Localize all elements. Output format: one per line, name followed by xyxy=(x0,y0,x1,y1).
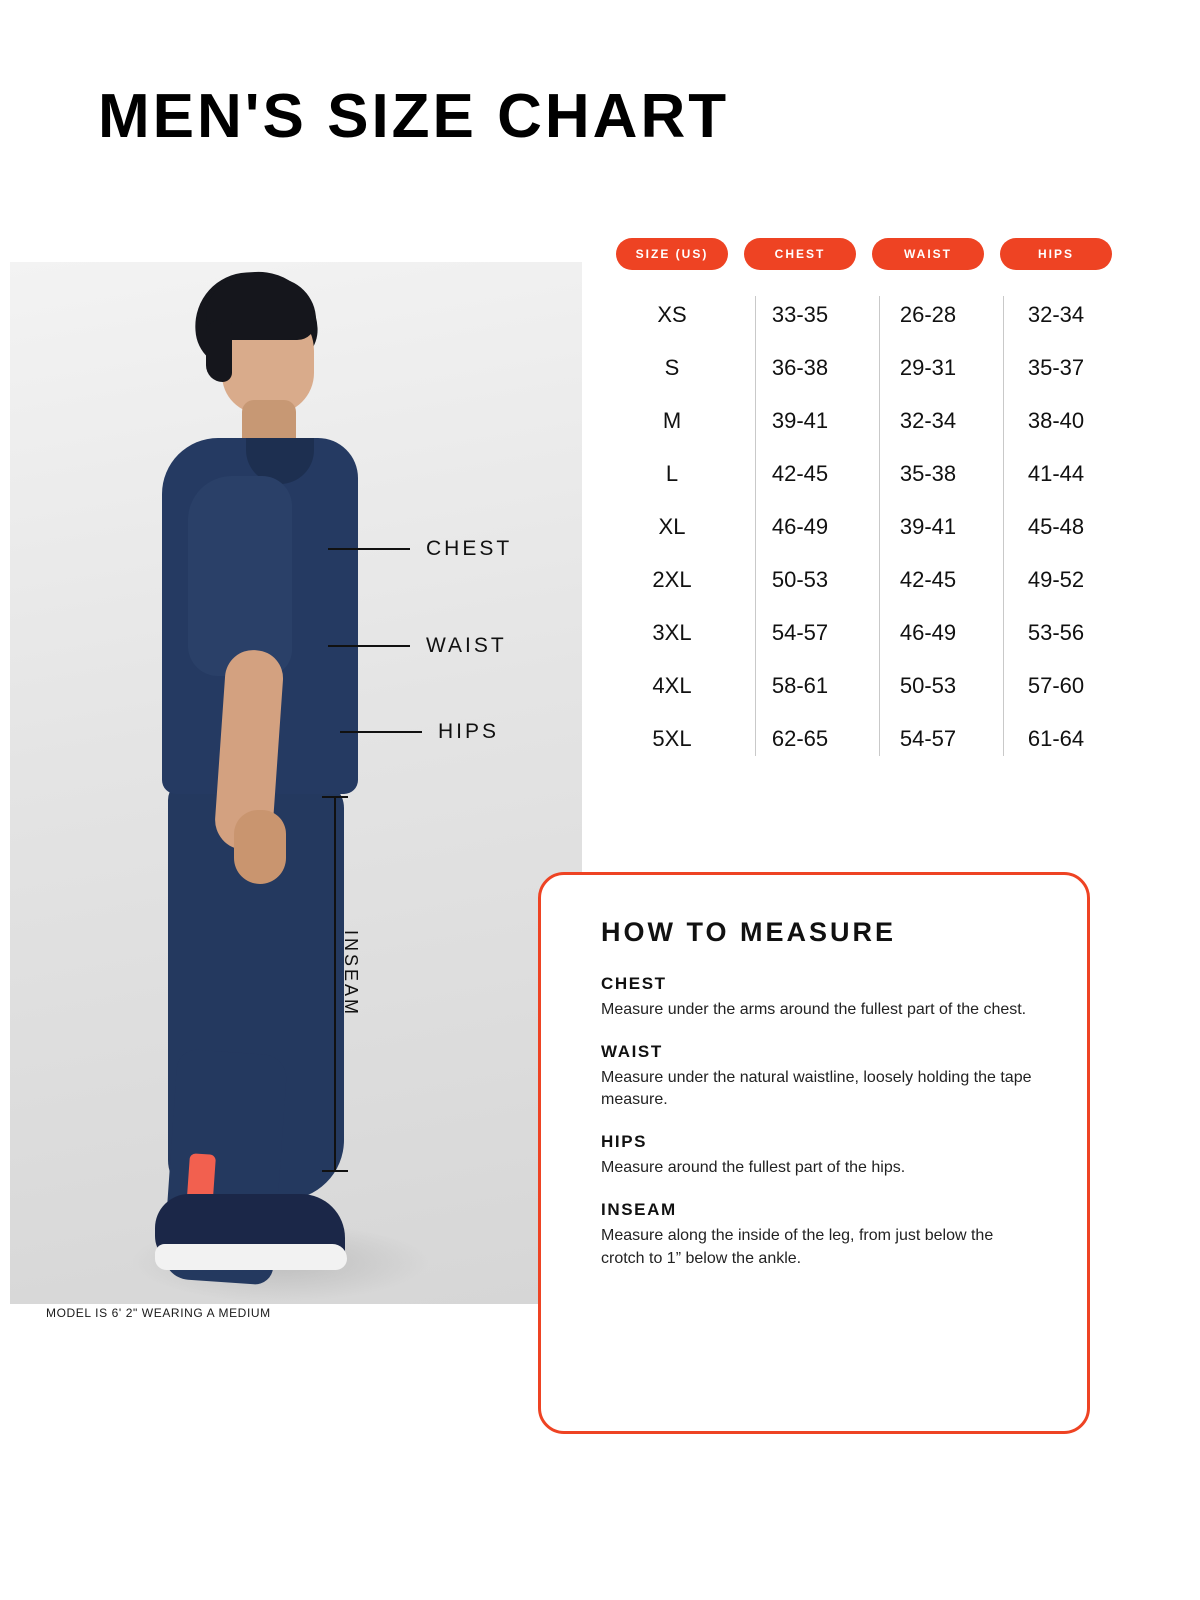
how-to-desc: Measure along the inside of the leg, from just below the crotch to 1” below the ankle. xyxy=(601,1226,994,1267)
callout-waist xyxy=(328,634,507,658)
how-to-term: HIPS xyxy=(601,1132,648,1152)
how-to-item-chest xyxy=(601,974,1039,1022)
size-table xyxy=(608,238,1120,765)
cell-chest: 54-57 xyxy=(771,619,829,645)
callout-chest-label: CHEST xyxy=(426,537,513,560)
cell-waist: 50-53 xyxy=(899,672,957,698)
callout-inseam-label: INSEAM xyxy=(341,930,361,1018)
cell-hips: 41-44 xyxy=(1027,460,1085,486)
cell-waist: 46-49 xyxy=(899,619,957,645)
cell-chest: 39-41 xyxy=(771,407,829,433)
how-to-term: WAIST xyxy=(601,1041,663,1061)
cell-waist: 54-57 xyxy=(899,725,957,751)
cell-hips: 57-60 xyxy=(1027,672,1085,698)
how-to-term: CHEST xyxy=(601,974,667,993)
cell-chest: 36-38 xyxy=(771,354,829,380)
cell-chest: 46-49 xyxy=(771,513,829,539)
table-row xyxy=(608,606,1120,659)
model-hand xyxy=(234,810,286,884)
table-row xyxy=(608,394,1120,447)
table-row xyxy=(608,500,1120,553)
model-shoe-sole xyxy=(155,1244,347,1270)
how-to-measure-heading: HOW TO MEASURE xyxy=(601,917,897,947)
leader-line-icon xyxy=(328,645,410,647)
column-divider xyxy=(1003,296,1004,756)
cell-size: XS xyxy=(657,301,687,327)
cell-hips: 61-64 xyxy=(1027,725,1085,751)
cell-size: 3XL xyxy=(652,619,692,645)
cell-hips: 45-48 xyxy=(1027,513,1085,539)
header-cell-size: SIZE (US) xyxy=(608,238,736,270)
header-cell-hips: HIPS xyxy=(992,238,1120,270)
column-divider xyxy=(755,296,756,756)
how-to-desc: Measure under the natural waistline, loosely holding the tape measure. xyxy=(601,1068,1032,1109)
cell-chest: 58-61 xyxy=(771,672,829,698)
model-sideburn xyxy=(206,320,232,382)
how-to-desc: Measure under the arms around the fullest part of the chest. xyxy=(601,1001,1027,1018)
cell-size: XL xyxy=(658,513,686,539)
table-row xyxy=(608,553,1120,606)
cell-waist: 29-31 xyxy=(899,354,957,380)
cell-waist: 39-41 xyxy=(899,513,957,539)
leader-line-icon xyxy=(328,548,410,550)
how-to-term: INSEAM xyxy=(601,1199,677,1219)
callout-hips-label: HIPS xyxy=(438,720,500,743)
table-row xyxy=(608,447,1120,500)
how-to-desc: Measure around the fullest part of the hips. xyxy=(601,1159,906,1177)
header-cell-waist: WAIST xyxy=(864,238,992,270)
cell-waist: 32-34 xyxy=(899,407,957,433)
cell-hips: 49-52 xyxy=(1027,566,1085,592)
model-sleeve xyxy=(188,476,292,676)
cell-chest: 50-53 xyxy=(771,566,829,592)
cell-hips: 38-40 xyxy=(1027,407,1085,433)
inseam-bottom-cap-icon xyxy=(322,1170,348,1172)
page-title: MEN'S SIZE CHART xyxy=(98,82,730,151)
cell-waist: 26-28 xyxy=(899,301,957,327)
how-to-item-waist xyxy=(601,1042,1039,1112)
cell-size: 5XL xyxy=(652,725,692,751)
how-to-measure-panel xyxy=(538,872,1090,1434)
model-photo xyxy=(10,262,582,1304)
callout-chest xyxy=(328,537,512,561)
cell-size: L xyxy=(665,460,679,486)
callout-waist-label: WAIST xyxy=(426,634,507,657)
cell-waist: 42-45 xyxy=(899,566,957,592)
header-cell-chest: CHEST xyxy=(736,238,864,270)
inseam-measure-line-icon xyxy=(334,796,336,1172)
cell-size: M xyxy=(662,407,682,433)
cell-hips: 35-37 xyxy=(1027,354,1085,380)
cell-waist: 35-38 xyxy=(899,460,957,486)
cell-hips: 53-56 xyxy=(1027,619,1085,645)
model-caption: MODEL IS 6' 2" WEARING A MEDIUM xyxy=(46,1306,271,1320)
cell-size: S xyxy=(664,354,680,380)
table-row xyxy=(608,712,1120,765)
cell-size: 4XL xyxy=(652,672,692,698)
callout-hips xyxy=(340,720,499,744)
cell-hips: 32-34 xyxy=(1027,301,1085,327)
cell-chest: 33-35 xyxy=(771,301,829,327)
size-table-header-row xyxy=(608,238,1120,270)
table-row xyxy=(608,288,1120,341)
cell-chest: 62-65 xyxy=(771,725,829,751)
how-to-item-hips xyxy=(601,1132,1039,1180)
cell-chest: 42-45 xyxy=(771,460,829,486)
leader-line-icon xyxy=(340,731,422,733)
size-table-body xyxy=(608,288,1120,765)
how-to-item-inseam xyxy=(601,1200,1039,1270)
cell-size: 2XL xyxy=(652,566,692,592)
table-row xyxy=(608,659,1120,712)
column-divider xyxy=(879,296,880,756)
table-row xyxy=(608,341,1120,394)
